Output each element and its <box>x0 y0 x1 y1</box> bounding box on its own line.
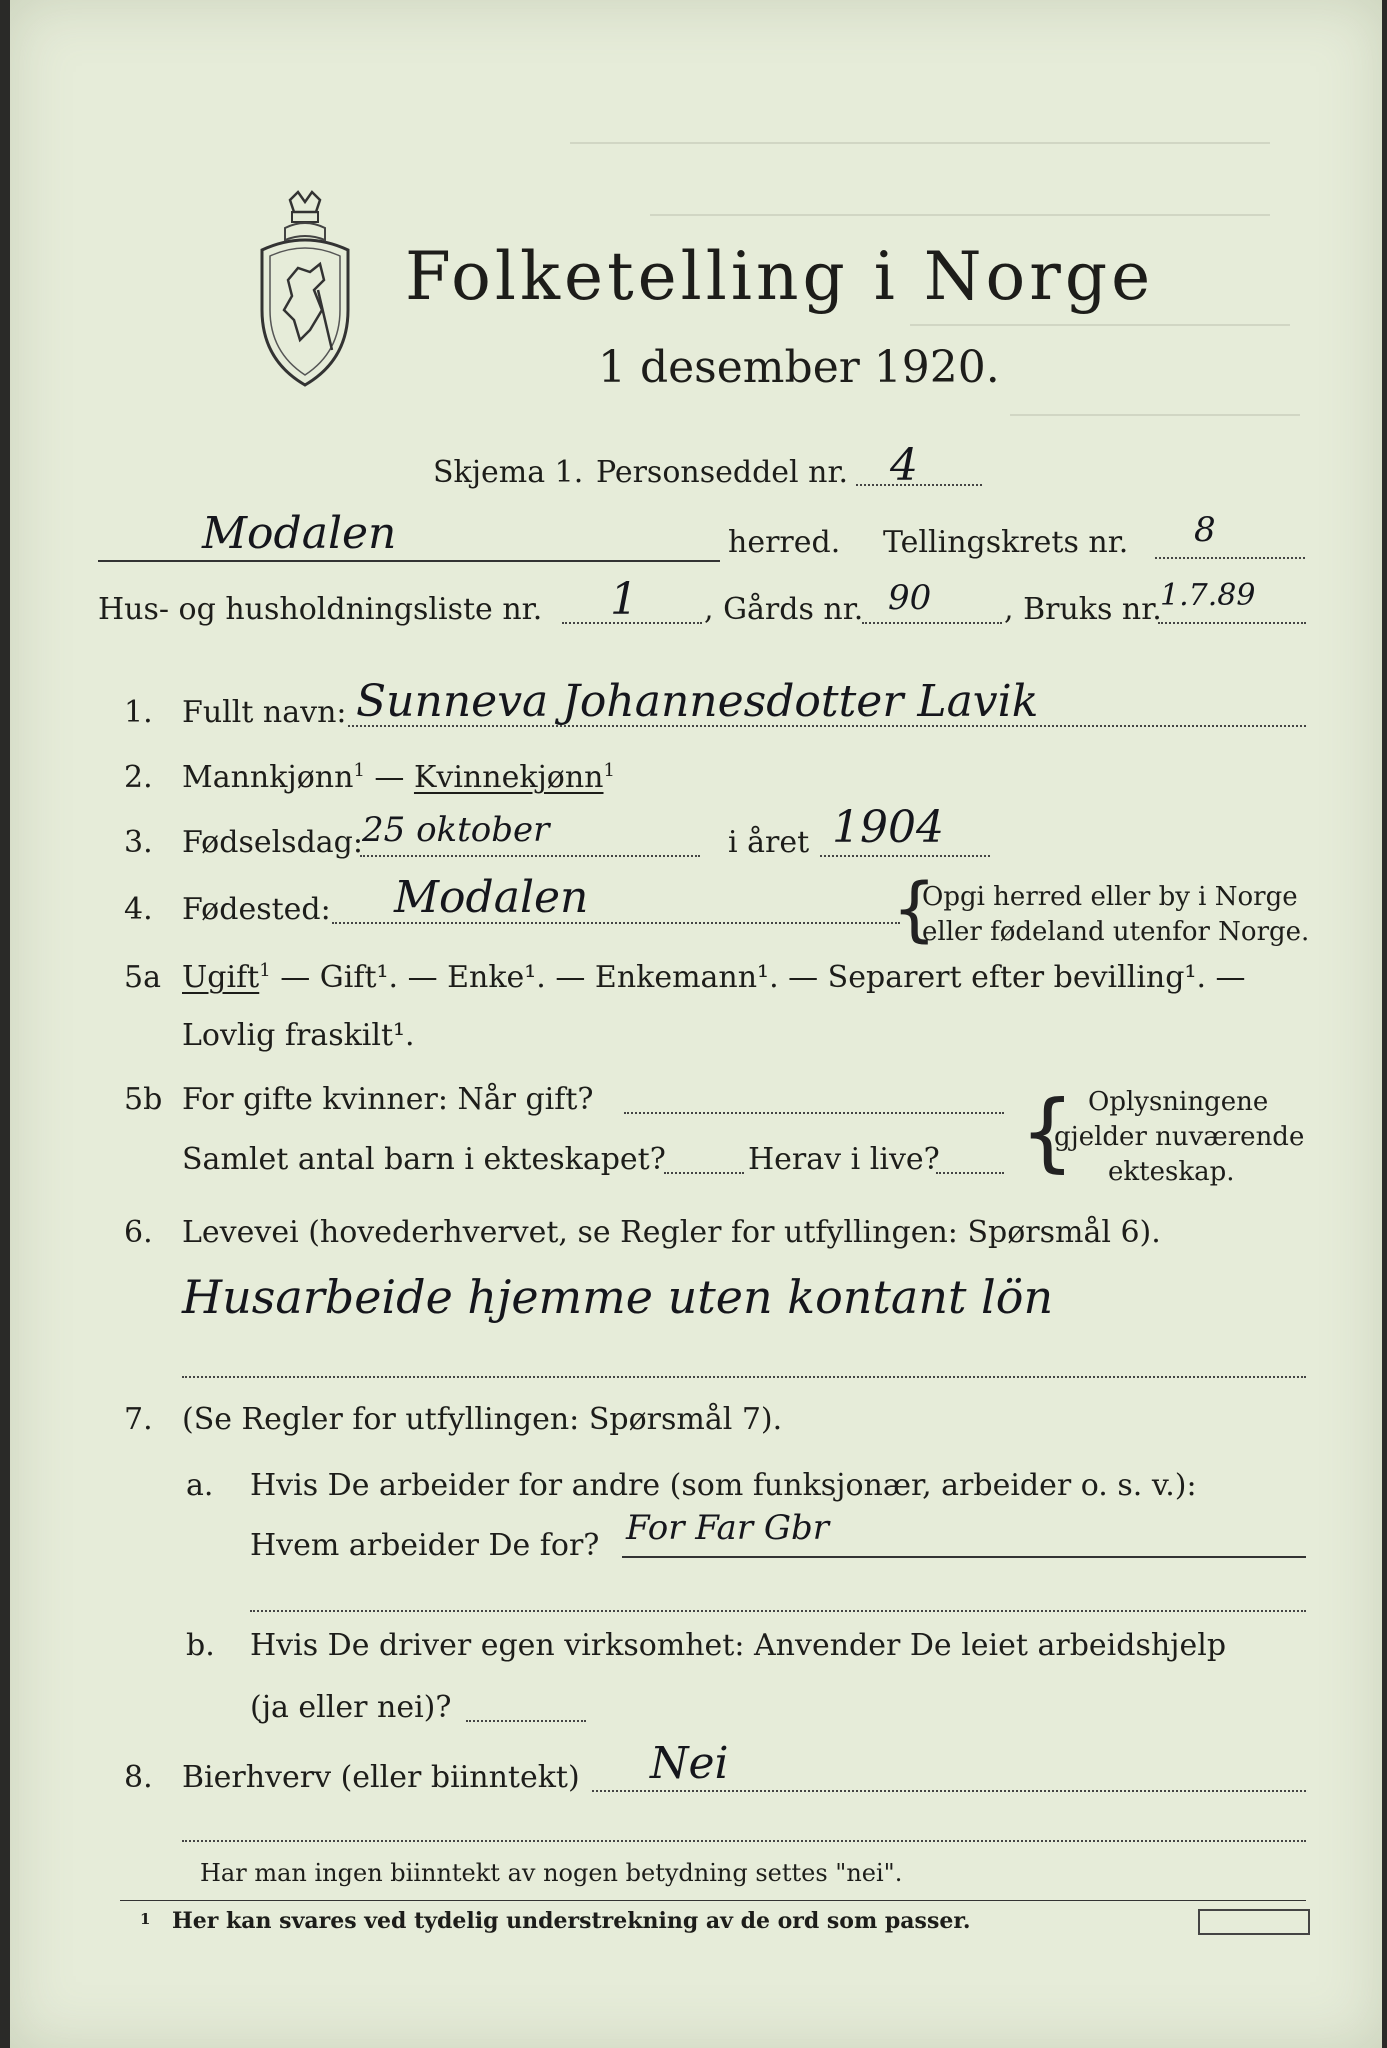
q7a-label-2: Hvem arbeider De for? <box>250 1528 600 1563</box>
husliste-value: 1 <box>610 574 638 625</box>
q5a-options <box>182 960 1246 995</box>
occupation-value: Husarbeide hjemme uten kontant lön <box>182 1270 1054 1324</box>
footnote-mark: 1 <box>259 960 271 981</box>
q3-year-label: i året <box>728 825 810 860</box>
bruks-field-line <box>1158 622 1306 624</box>
q7-label: (Se Regler for utfyllingen: Spørsmål 7). <box>182 1402 783 1437</box>
q3-label: Fødselsdag: <box>182 825 363 860</box>
gards-label: , Gårds nr. <box>704 592 864 627</box>
q2-number: 2. <box>124 760 153 795</box>
q5a-other-options: — Gift¹. — Enke¹. — Enkemann¹. — Separert efter bevilling¹. — <box>270 960 1246 995</box>
q4-number: 4. <box>124 892 153 927</box>
q6-number: 6. <box>124 1215 153 1250</box>
q5b-label-3: Herav i live? <box>748 1142 940 1177</box>
birthplace-value: Modalen <box>394 872 589 923</box>
gards-value: 90 <box>888 578 932 618</box>
birthdate-field-line <box>360 855 700 857</box>
q5b-note-1: Oplysningene <box>1088 1087 1269 1117</box>
footnote-divider <box>120 1900 1306 1901</box>
census-date: 1 desember 1920. <box>598 342 1000 393</box>
q5b-label-2: Samlet antal barn i ekteskapet? <box>182 1142 666 1177</box>
full-name-value: Sunneva Johannesdotter Lavik <box>356 676 1039 727</box>
employer-value: For Far Gbr <box>626 1508 830 1548</box>
employer-extra-line <box>250 1610 1306 1612</box>
nei-instruction: Har man ingen biinntekt av nogen betydning settes "nei". <box>200 1859 903 1887</box>
herred-value: Modalen <box>202 508 397 559</box>
q8-number: 8. <box>124 1760 153 1795</box>
footnote-number: 1 <box>140 1910 151 1928</box>
q7b-letter: b. <box>186 1628 215 1663</box>
personseddel-field-line <box>856 484 982 486</box>
birth-year-field-line <box>820 855 990 857</box>
children-count-field-line <box>664 1172 744 1174</box>
q6-label: Levevei (hovederhvervet, se Regler for utfyllingen: Spørsmål 6). <box>182 1215 1161 1250</box>
side-income-extra-line <box>182 1840 1306 1842</box>
birthplace-note-1: Opgi herred eller by i Norge <box>922 882 1298 912</box>
q7b-label-1: Hvis De driver egen virksomhet: Anvender De leiet arbeidshjelp <box>250 1628 1227 1663</box>
census-form-page <box>10 0 1382 2048</box>
children-alive-field-line <box>936 1172 1004 1174</box>
male-option: Mannkjønn <box>182 760 354 795</box>
coat-of-arms-icon <box>240 190 370 390</box>
footnote-text: Her kan svares ved tydelig understrekning av de ord som passer. <box>172 1908 971 1934</box>
q2-separator: — <box>364 760 414 795</box>
footnote-mark: 1 <box>603 760 615 781</box>
herred-label: herred. <box>728 525 841 560</box>
q5b-number: 5b <box>124 1082 163 1117</box>
tellingskrets-value: 8 <box>1194 510 1216 550</box>
skjema-label: Skjema 1. <box>433 455 584 490</box>
hired-help-field-line <box>466 1720 586 1722</box>
q4-label: Fødested: <box>182 892 331 927</box>
personseddel-value: 4 <box>890 440 918 491</box>
footnote-mark: 1 <box>353 760 365 781</box>
birthdate-value: 25 oktober <box>362 810 550 850</box>
bruks-label: , Bruks nr. <box>1004 592 1162 627</box>
q5a-line-2: Lovlig fraskilt¹. <box>182 1018 415 1053</box>
form-title: Folketelling i Norge <box>405 238 1155 315</box>
tellingskrets-field-line <box>1155 557 1305 559</box>
q1-label: Fullt navn: <box>182 695 347 730</box>
side-income-field-line <box>592 1790 1306 1792</box>
tellingskrets-label: Tellingskrets nr. <box>883 525 1129 560</box>
q7-number: 7. <box>124 1402 153 1437</box>
bruks-value: 1.7.89 <box>1160 578 1256 613</box>
q7b-label-2: (ja eller nei)? <box>250 1690 452 1725</box>
birthplace-note-2: eller fødeland utenfor Norge. <box>922 917 1310 947</box>
herred-field-line <box>98 560 720 562</box>
bleed-through-text <box>1010 400 1300 416</box>
q5a-number: 5a <box>124 960 161 995</box>
brace-icon: { <box>892 868 937 950</box>
q1-number: 1. <box>124 695 153 730</box>
personseddel-label: Personseddel nr. <box>596 455 849 490</box>
marriage-date-field-line <box>624 1112 1004 1114</box>
side-income-value: Nei <box>650 1738 729 1789</box>
bleed-through-text <box>650 200 1270 216</box>
employer-field-line <box>622 1556 1306 1558</box>
female-option-underlined: Kvinnekjønn <box>413 760 604 795</box>
q5b-note-3: ekteskap. <box>1108 1157 1235 1187</box>
q7a-letter: a. <box>186 1468 214 1503</box>
q2-options <box>182 760 615 795</box>
birth-year-value: 1904 <box>832 802 944 853</box>
printer-stamp <box>1198 1909 1310 1935</box>
q3-number: 3. <box>124 825 153 860</box>
gards-field-line <box>862 622 1002 624</box>
q7a-label-1: Hvis De arbeider for andre (som funksjonær, arbeider o. s. v.): <box>250 1468 1197 1503</box>
q5b-label-1: For gifte kvinner: Når gift? <box>182 1082 594 1117</box>
brace-icon: { <box>1020 1082 1075 1182</box>
husliste-label: Hus- og husholdningsliste nr. <box>98 592 543 627</box>
q8-label: Bierhverv (eller biinntekt) <box>182 1760 580 1795</box>
bleed-through-text <box>570 128 1270 144</box>
occupation-field-line <box>182 1376 1306 1378</box>
ugift-option-underlined: Ugift <box>182 960 260 995</box>
q5b-note-2: gjelder nuværende <box>1054 1122 1305 1152</box>
